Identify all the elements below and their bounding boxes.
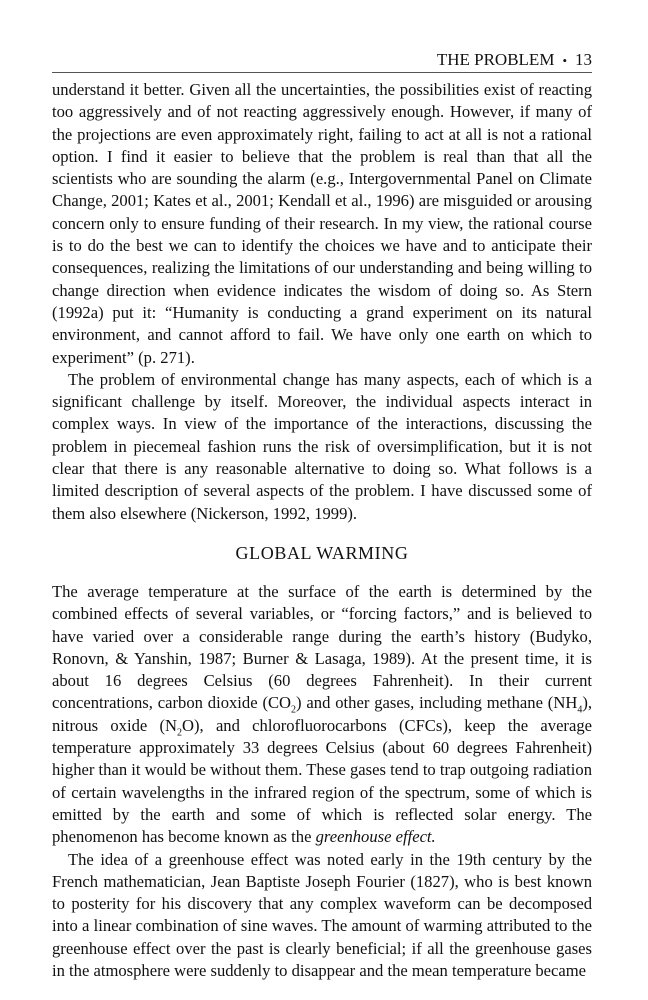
paragraph-environmental-change: The problem of environmental change has many aspects, each of which is a significant challenge by itself. Moreover, the individual aspects interact in complex ways. In view of the importance of the interactions, discussing the problem in piecemeal fashion runs the risk of oversimplification, but it is not clear that there is any reasonable alternative to doing so. What follows is a limited description of several aspects of the problem. I have discussed some of them also elsewhere (Nickerson, 1992, 1999). <box>52 369 592 523</box>
greenhouse-effect-term: greenhouse effect. <box>315 827 436 847</box>
paragraph-greenhouse-history: The idea of a greenhouse effect was noted early in the 19th century by the French mathematician, Jean Baptiste Joseph Fourier (1827), who is best known to posterity for his discovery that any complex waveform can be decomposed into a linear combination of sine waves. The amount of warming attributed to the greenhouse effect over the past is clearly beneficial; if all the greenhouse gases in the atmosphere were suddenly to disappear and the mean temperature became <box>52 849 592 980</box>
section-heading-global-warming: GLOBAL WARMING <box>235 542 409 563</box>
body-text <box>52 79 592 982</box>
page-number: 13 <box>575 50 592 69</box>
paragraph-continued: understand it better. Given all the uncertainties, the possibilities exist of reacting too aggressively and of not reacting aggressively enough. However, if many of the projections are even approximately right, failing to act at all is not a rational option. I find it easier to believe that the problem is real than that all the scientists who are sounding the alarm (e.g., Intergovernmental Panel on Climate Change, 2001; Kates et al., 2001; Kendall et al., 1996) are misguided or arousing concern only to ensure funding of their research. In my view, the rational course is to do the best we can to identify the choices we have and to anticipate their consequences, realizing the limitations of our understanding and being willing to change direction when evidence indicates the wisdom of doing so. As Stern (1992a) put it: “Humanity is conducting a grand experiment on its natural environment, and cannot afford to fail. We have only one earth on which to experiment” (p. 271). <box>52 80 592 367</box>
bullet-separator: • <box>562 53 567 68</box>
running-title: THE PROBLEM <box>436 50 555 69</box>
paragraph-average-temperature: The average temperature at the surface of the earth is determined by the combined effects of several variables, or “forcing factors,” and is believed to have varied over a considerable range during the earth’s history (Budyko, Ronovn, & Yanshin, 1987; Burner & Lasaga, 1989). At the present time, it is about 16 degrees Celsius (60 degrees Fahrenheit). In their current concentrations, carbon dioxide $(CO_2)$ and other gases, including methane $(NH_4)$, nitrous oxide $(N_2O)$, and chlorofluorocarbons (CFCs), keep the average temperature approximately 33 degrees Celsius (about 60 degrees Fahrenheit) higher than it would be without them. These gases tend to trap outgoing radiation of certain wavelengths in the infrared region of the spectrum, some of which is emitted by the earth and some of which is reflected solar energy. The phenomenon has become known as the greenhouse effect. <box>52 581 592 847</box>
running-head <box>52 50 592 73</box>
